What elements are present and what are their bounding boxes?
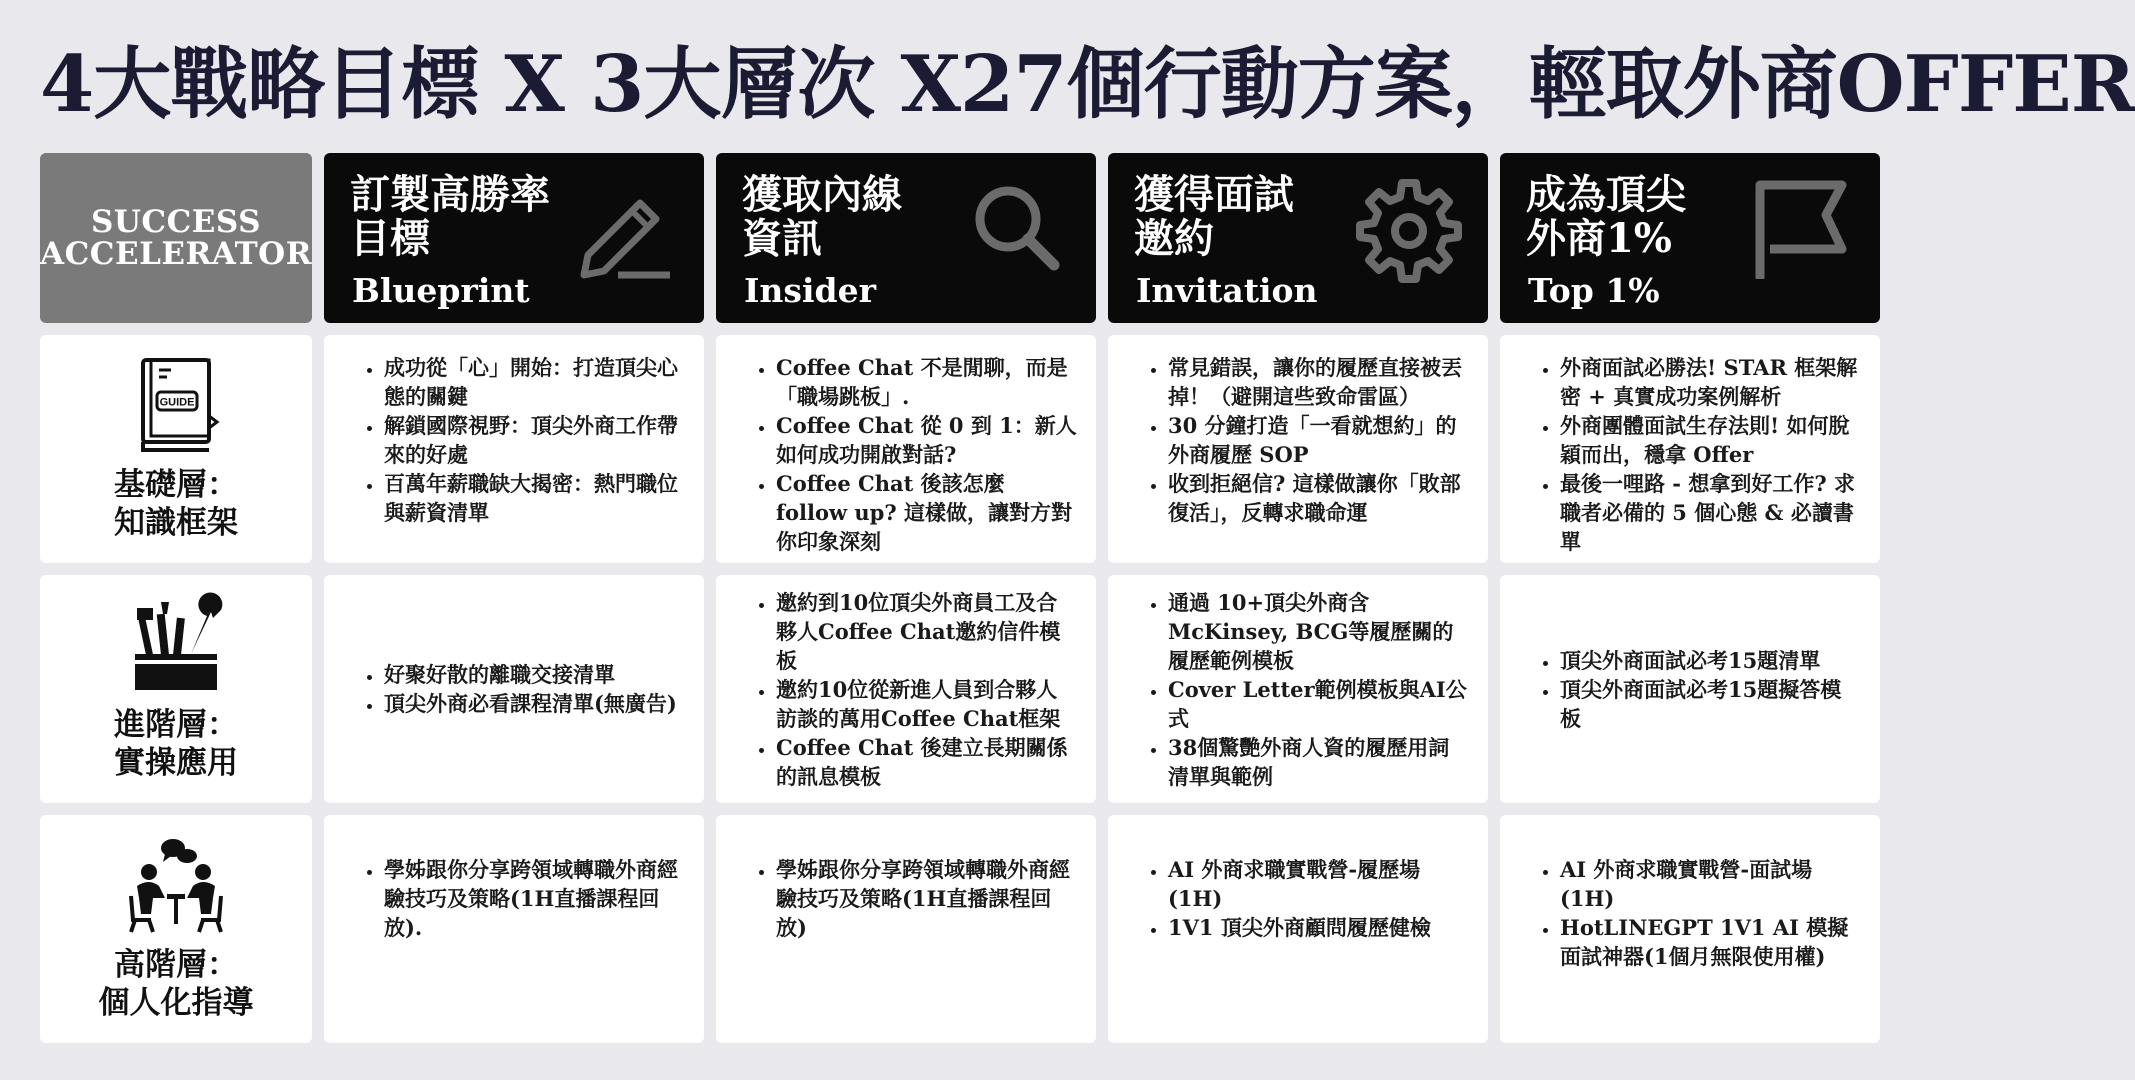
bullet-list xyxy=(1108,855,1488,942)
list-item: • 學姊跟你分享跨領域轉職外商經驗技巧及策略(1H直播課程回放). xyxy=(384,855,686,942)
row-label-foundation xyxy=(40,335,312,563)
column-header-top1 xyxy=(1500,153,1880,323)
list-item: • 1V1 頂尖外商顧問履歷健檢 xyxy=(1168,913,1470,942)
row-label-advanced xyxy=(40,575,312,803)
mentoring-icon xyxy=(121,836,231,936)
page-title: 4大戰略目標 X 3大層次 X27個行動方案，輕取外商OFFER xyxy=(40,39,2135,130)
success-accelerator-header xyxy=(40,153,312,323)
list-item: • 邀約到10位頂尖外商員工及合夥人Coffee Chat邀約信件模板 xyxy=(776,588,1078,675)
cell-foundation-top1 xyxy=(1500,335,1880,563)
cell-expert-invitation xyxy=(1108,815,1488,1043)
list-item: • 百萬年薪職缺大揭密：熱門職位與薪資清單 xyxy=(384,469,686,527)
list-item: • AI 外商求職實戰營-履歷場(1H) xyxy=(1168,855,1470,913)
bullet-list xyxy=(1500,855,1880,971)
column-subtitle: Insider xyxy=(744,271,876,310)
column-subtitle: Invitation xyxy=(1136,271,1318,310)
column-header-invitation xyxy=(1108,153,1488,323)
list-item: • Coffee Chat 不是閒聊，而是「職場跳板」. xyxy=(776,353,1078,411)
list-item: • 頂尖外商必看課程清單(無廣告) xyxy=(384,689,677,718)
pencil-icon xyxy=(570,175,680,285)
cell-advanced-insider xyxy=(716,575,1096,803)
list-item: • 常見錯誤，讓你的履歷直接被丟掉！（避開這些致命雷區） xyxy=(1168,353,1470,411)
list-item: • 好聚好散的離職交接清單 xyxy=(384,660,677,689)
flag-icon xyxy=(1746,175,1856,285)
column-title: 訂製高勝率 目標 xyxy=(350,171,550,262)
column-title: 獲得面試 邀約 xyxy=(1134,171,1294,262)
list-item: • 30 分鐘打造「一看就想約」的外商履歷 SOP xyxy=(1168,411,1470,469)
bullet-list xyxy=(716,855,1096,942)
column-title: 獲取內線 資訊 xyxy=(742,171,902,262)
cell-expert-blueprint xyxy=(324,815,704,1043)
list-item: • 38個驚艷外商人資的履歷用詞清單與範例 xyxy=(1168,733,1470,791)
list-item: • Coffee Chat 從 0 到 1：新人如何成功開啟對話? xyxy=(776,411,1078,469)
list-item: • AI 外商求職實戰營-面試場(1H) xyxy=(1560,855,1862,913)
list-item: • Coffee Chat 後該怎麼 follow up? 這樣做，讓對方對你印象深刻 xyxy=(776,469,1078,556)
search-icon xyxy=(962,175,1072,285)
list-item: • 通過 10+頂尖外商含 McKinsey, BCG等履歷關的履歷範例模板 xyxy=(1168,588,1470,675)
row-label-text: 進階層： 實操應用 xyxy=(114,707,238,781)
list-item: • 學姊跟你分享跨領域轉職外商經驗技巧及策略(1H直播課程回放) xyxy=(776,855,1078,942)
bullet-list xyxy=(1500,646,1880,733)
list-item: • Cover Letter範例模板與AI公式 xyxy=(1168,675,1470,733)
list-item: • 外商團體面試生存法則! 如何脫穎而出，穩拿 Offer xyxy=(1560,411,1862,469)
bullet-list xyxy=(324,353,704,527)
bullet-list xyxy=(1108,588,1488,791)
list-item: • 頂尖外商面試必考15題擬答模板 xyxy=(1560,675,1862,733)
column-header-blueprint xyxy=(324,153,704,323)
gear-icon xyxy=(1354,175,1464,285)
row-label-text: 基礎層： 知識框架 xyxy=(114,467,238,541)
cell-foundation-invitation xyxy=(1108,335,1488,563)
cell-expert-top1 xyxy=(1500,815,1880,1043)
list-item: • 解鎖國際視野：頂尖外商工作帶來的好處 xyxy=(384,411,686,469)
guide-book-icon xyxy=(121,356,231,456)
cell-foundation-insider xyxy=(716,335,1096,563)
column-title: 成為頂尖 外商1% xyxy=(1526,171,1686,262)
list-item: • 成功從「心」開始：打造頂尖心態的關鍵 xyxy=(384,353,686,411)
list-item: • Coffee Chat 後建立長期關係的訊息模板 xyxy=(776,733,1078,791)
cell-advanced-blueprint xyxy=(324,575,704,803)
bullet-list xyxy=(1500,353,1880,556)
bullet-list xyxy=(324,660,695,718)
guide-label: GUIDE xyxy=(159,396,195,409)
bullet-list xyxy=(324,855,704,942)
cell-foundation-blueprint xyxy=(324,335,704,563)
bullet-list xyxy=(716,353,1096,556)
list-item: • HotLINEGPT 1V1 AI 模擬面試神器(1個月無限使用權) xyxy=(1560,913,1862,971)
list-item: • 邀約10位從新進人員到合夥人訪談的萬用Coffee Chat框架 xyxy=(776,675,1078,733)
column-subtitle: Top 1% xyxy=(1528,271,1660,310)
toolbox-icon xyxy=(121,596,231,696)
bullet-list xyxy=(716,588,1096,791)
row-label-text: 高階層： 個人化指導 xyxy=(98,947,254,1021)
cell-expert-insider xyxy=(716,815,1096,1043)
row-label-expert xyxy=(40,815,312,1043)
column-header-insider xyxy=(716,153,1096,323)
cell-advanced-top1 xyxy=(1500,575,1880,803)
corner-label: SUCCESS ACCELERATOR xyxy=(40,204,312,272)
list-item: • 頂尖外商面試必考15題清單 xyxy=(1560,646,1862,675)
list-item: • 外商面試必勝法! STAR 框架解密 + 真實成功案例解析 xyxy=(1560,353,1862,411)
bullet-list xyxy=(1108,353,1488,527)
list-item: • 最後一哩路 - 想拿到好工作? 求職者必備的 5 個心態 & 必讀書單 xyxy=(1560,469,1862,556)
list-item: • 收到拒絕信? 這樣做讓你「敗部復活」，反轉求職命運 xyxy=(1168,469,1470,527)
cell-advanced-invitation xyxy=(1108,575,1488,803)
column-subtitle: Blueprint xyxy=(352,271,530,310)
strategy-grid xyxy=(40,153,1880,1043)
